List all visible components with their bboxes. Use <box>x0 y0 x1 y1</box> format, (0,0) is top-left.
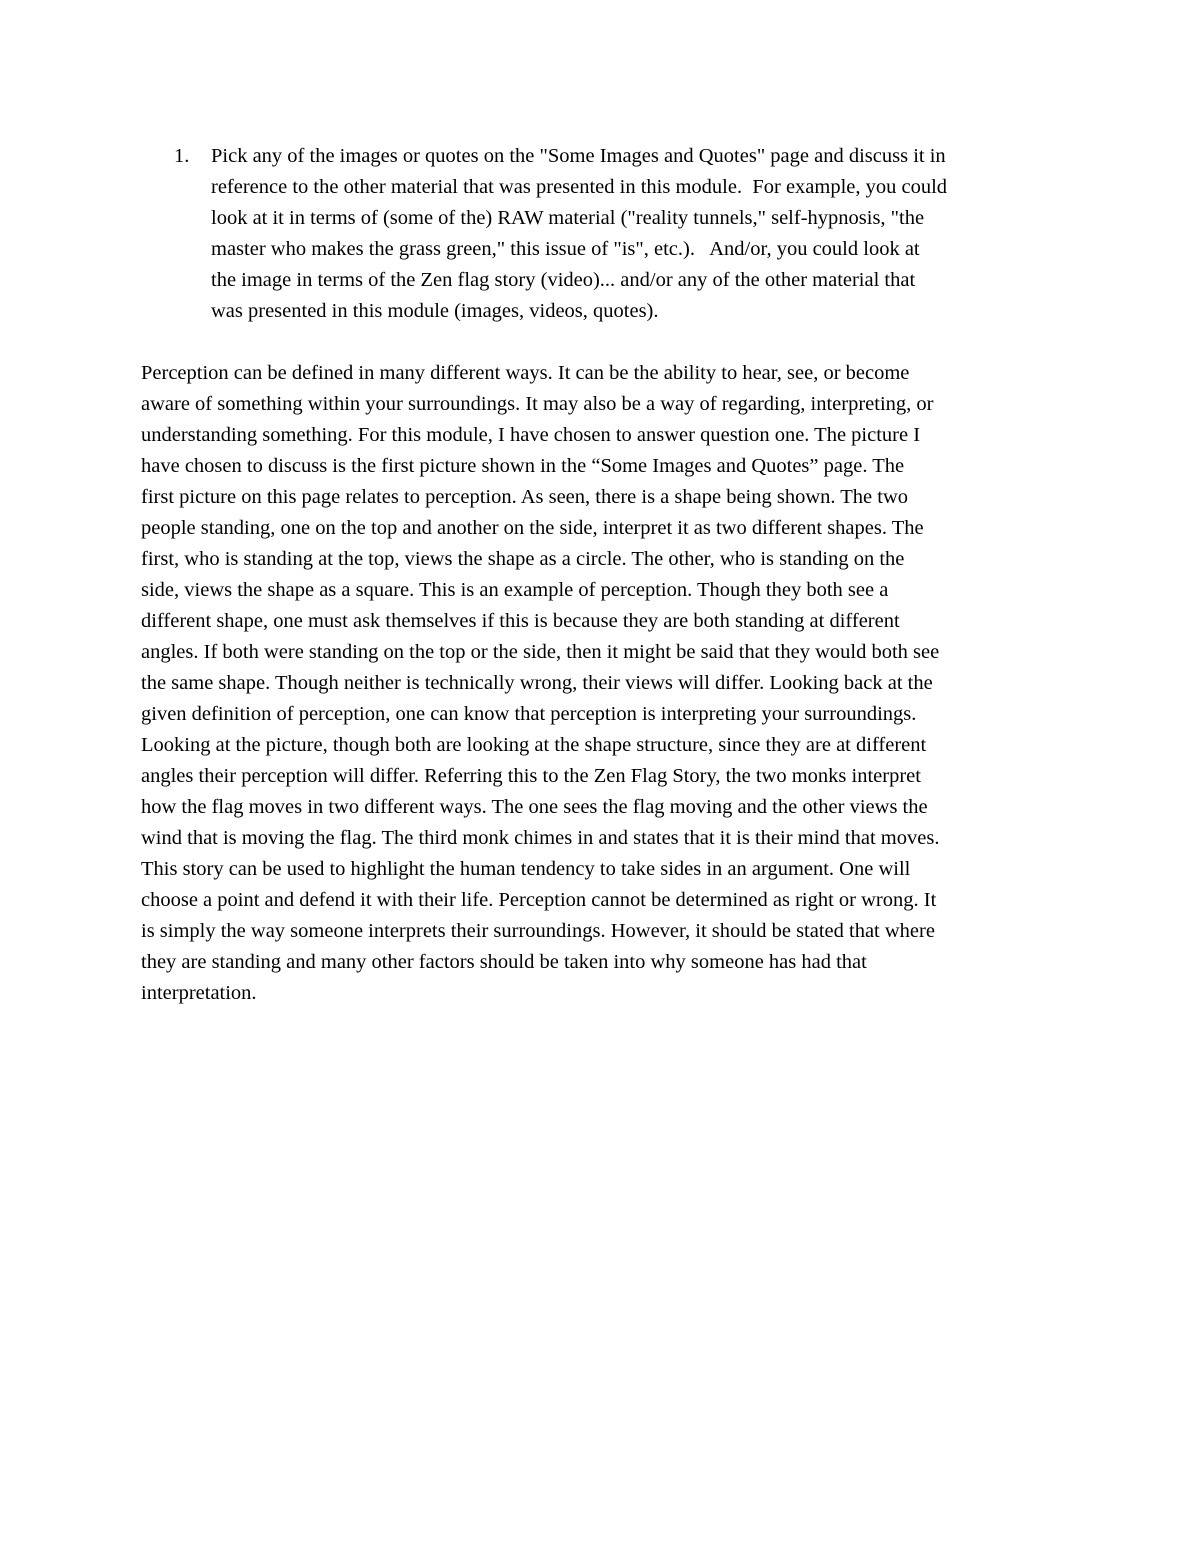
answer-line: different shape, one must ask themselves if this is because they are both standing at different <box>141 610 900 632</box>
answer-line: side, views the shape as a square. This is an example of perception. Though they both see a <box>141 579 889 601</box>
answer-line: Perception can be defined in many different ways. It can be the ability to hear, see, or become <box>141 362 910 384</box>
answer-line: is simply the way someone interprets their surroundings. However, it should be stated that where <box>141 920 935 942</box>
answer-line: first picture on this page relates to perception. As seen, there is a shape being shown. The two <box>141 486 909 508</box>
question-text <box>211 141 1074 327</box>
answer-line: understanding something. For this module, I have chosen to answer question one. The picture I <box>141 424 921 446</box>
answer-line: first, who is standing at the top, views the shape as a circle. The other, who is standing on the <box>141 548 905 570</box>
question-line: master who makes the grass green," this issue of "is", etc.). And/or, you could look at <box>211 238 920 260</box>
question-line: look at it in terms of (some of the) RAW material ("reality tunnels," self-hypnosis, "the <box>211 207 925 229</box>
question-item <box>174 141 1074 327</box>
answer-line: Looking at the picture, though both are looking at the shape structure, since they are at different <box>141 734 927 756</box>
answer-line: aware of something within your surroundings. It may also be a way of regarding, interpreting, or <box>141 393 934 415</box>
question-line: was presented in this module (images, videos, quotes). <box>211 300 659 322</box>
question-line: Pick any of the images or quotes on the "Some Images and Quotes" page and discuss it in <box>211 145 946 167</box>
answer-line: given definition of perception, one can know that perception is interpreting your surroundings. <box>141 703 917 725</box>
answer-line: they are standing and many other factors should be taken into why someone has had that <box>141 951 867 973</box>
answer-line: wind that is moving the flag. The third monk chimes in and states that it is their mind that moves. <box>141 827 940 849</box>
question-number: 1. <box>174 145 190 167</box>
answer-line: This story can be used to highlight the human tendency to take sides in an argument. One will <box>141 858 911 880</box>
answer-line: have chosen to discuss is the first picture shown in the “Some Images and Quotes” page. The <box>141 455 905 477</box>
answer-line: people standing, one on the top and another on the side, interpret it as two different shapes. The <box>141 517 924 539</box>
answer-line: the same shape. Though neither is technically wrong, their views will differ. Looking back at the <box>141 672 933 694</box>
answer-line: angles. If both were standing on the top or the side, then it might be said that they would both see <box>141 641 940 663</box>
question-line: reference to the other material that was presented in this module. For example, you could <box>211 176 948 198</box>
answer-paragraph <box>141 358 1061 1009</box>
question-line: the image in terms of the Zen flag story (video)... and/or any of the other material that <box>211 269 916 291</box>
answer-line: interpretation. <box>141 982 257 1004</box>
answer-line: angles their perception will differ. Referring this to the Zen Flag Story, the two monks interpret <box>141 765 921 787</box>
answer-line: how the flag moves in two different ways. The one sees the flag moving and the other views the <box>141 796 928 818</box>
answer-line: choose a point and defend it with their life. Perception cannot be determined as right or wrong. It <box>141 889 937 911</box>
